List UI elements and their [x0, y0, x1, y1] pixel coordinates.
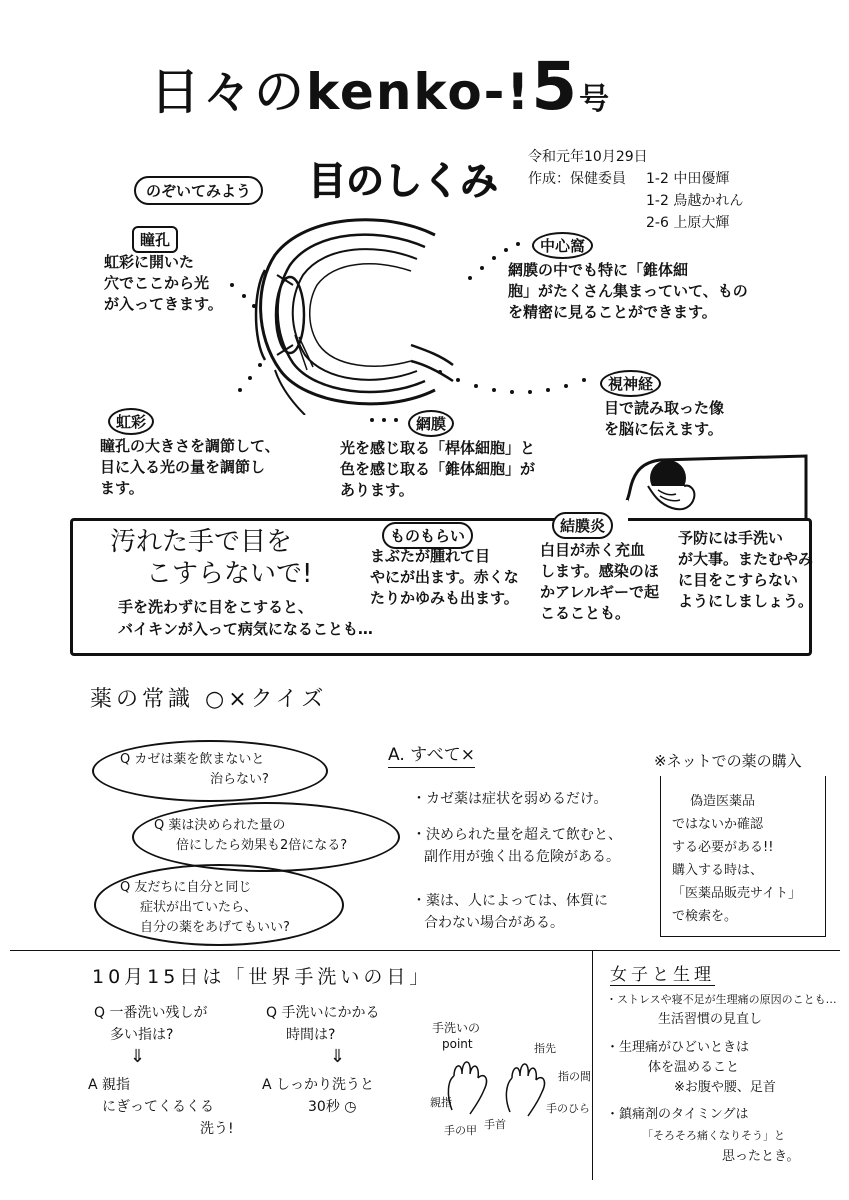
- quiz-question-2: [132, 802, 400, 872]
- author-3: 2-6 上原大輝: [646, 215, 730, 231]
- headline-line-2: こすらないで!: [146, 559, 313, 589]
- point-between-fingers: 指の間: [558, 1070, 591, 1083]
- text-line: ・鎮痛剤のタイミングは: [606, 1107, 749, 1122]
- point-fingertips: 指先: [534, 1042, 556, 1055]
- handwash-title: 10月15日は「世界手洗いの日」: [92, 966, 433, 988]
- text-line: を精密に見ることができます。: [508, 303, 717, 321]
- text-line: 30秒 ◷: [308, 1099, 357, 1115]
- title-english: kenko-!: [306, 63, 532, 121]
- text-line: Q 一番洗い残しが: [94, 1005, 208, 1021]
- girls-health-title: 女子と生理: [610, 960, 715, 986]
- issue-suffix: 号: [579, 82, 612, 117]
- label-pupil: 瞳孔: [132, 226, 178, 253]
- answer-2: [412, 824, 622, 868]
- text-line: ・薬は、人によっては、体質に: [412, 893, 608, 909]
- text-line: 多い指は?: [110, 1027, 174, 1043]
- text-line: 洗う!: [200, 1121, 234, 1137]
- conjunctivitis-description: [540, 540, 659, 624]
- handwash-q1: [94, 1002, 207, 1046]
- handwash-a2: [262, 1074, 374, 1118]
- text-line: 偽造医薬品: [690, 794, 756, 809]
- down-arrow-2: ⇓: [330, 1046, 346, 1067]
- fovea-description: [508, 260, 748, 323]
- quiz-question-3: [94, 864, 344, 946]
- hands-illustration: [440, 1050, 560, 1120]
- section-pill: のぞいてみよう: [134, 176, 263, 205]
- handwash-point-title: [432, 1020, 480, 1052]
- column-divider: [592, 950, 593, 1180]
- text-line: 白目が赤く充血: [540, 541, 646, 559]
- quiz-question-1: [92, 740, 328, 802]
- label-optic-nerve: 視神経: [600, 370, 661, 397]
- text-line: 予防には手洗い: [678, 529, 784, 547]
- text-line: で検索を。: [672, 909, 738, 924]
- text-line: 目に入る光の量を調節し: [100, 458, 266, 476]
- text-line: ます。: [100, 479, 144, 497]
- text-line: が入ってきます。: [104, 295, 223, 313]
- text-line: たりかゆみも出ます。: [370, 589, 519, 607]
- label-retina: 網膜: [408, 410, 454, 437]
- text-line: ・カゼ薬は症状を弱めるだけ。: [412, 791, 608, 807]
- text-line: 網膜の中でも特に「錐体細: [508, 261, 689, 279]
- text-line: 体を温めること: [648, 1060, 740, 1075]
- text-line: 「医薬品販売サイト」: [672, 886, 802, 901]
- label-conjunctivitis: 結膜炎: [552, 512, 613, 539]
- text-line: 購入する時は、: [672, 863, 764, 878]
- authors-label: 作成：保健委員: [528, 171, 626, 187]
- text-line: 手洗いの: [432, 1021, 481, 1035]
- text-line: A しっかり洗うと: [262, 1077, 375, 1093]
- point-back-of-hand: 手の甲: [444, 1124, 477, 1137]
- handwash-q2: [266, 1002, 379, 1046]
- text-line: 時間は?: [286, 1027, 336, 1043]
- text-line: やにが出ます。赤くな: [370, 568, 519, 586]
- girls-item-1: [606, 990, 837, 1030]
- eye-heading: 目のしくみ: [308, 159, 499, 203]
- girls-item-3: [606, 1104, 799, 1167]
- prevention-note: [678, 528, 813, 612]
- medicine-quiz-title: 薬の常識 ○×クイズ: [90, 687, 328, 712]
- text-line: Q 友だちに自分と同じ: [120, 880, 252, 895]
- optic-nerve-description: [604, 398, 724, 440]
- author-2: 1-2 鳥越かれん: [646, 193, 744, 209]
- point-wrist: 手首: [484, 1118, 506, 1131]
- warning-headline: [110, 526, 312, 590]
- text-line: 症状が出ていたら、: [140, 900, 258, 915]
- warning-subtext: [118, 596, 373, 640]
- text-line: にぎってくるくる: [102, 1099, 214, 1115]
- text-line: 副作用が強く出る危険がある。: [424, 849, 620, 865]
- issue-date: 令和元年10月29日: [528, 149, 648, 165]
- answer-1: [412, 788, 607, 810]
- text-line: が大事。またむやみ: [678, 550, 814, 568]
- iris-description: [100, 436, 280, 499]
- answer-3: [412, 890, 608, 934]
- text-line: 虹彩に開いた: [104, 253, 195, 271]
- girls-item-2: [606, 1038, 776, 1098]
- text-line: 「そろそろ痛くなりそう」と: [642, 1129, 785, 1142]
- text-line: 胞」がたくさん集まっていて、もの: [508, 282, 748, 300]
- text-line: を脳に伝えます。: [604, 420, 723, 438]
- text-line: 目で読み取った像: [604, 399, 725, 417]
- sty-description: [370, 546, 519, 609]
- label-fovea: 中心窩: [532, 232, 593, 259]
- author-1: 1-2 中田優輝: [646, 171, 730, 187]
- down-arrow-1: ⇓: [130, 1046, 146, 1067]
- issue-number: 5: [531, 48, 580, 125]
- text-line: 思ったとき。: [722, 1149, 800, 1164]
- text-line: ・決められた量を超えて飲むと、: [412, 827, 622, 843]
- text-line: Q 手洗いにかかる: [266, 1005, 380, 1021]
- text-line: 治らない?: [210, 772, 269, 787]
- text-line: ではないか確認: [672, 817, 764, 832]
- text-line: する必要がある!!: [672, 840, 774, 855]
- text-line: バイキンが入って病気になることも…: [118, 620, 373, 638]
- text-line: 倍にしたら効果も2倍になる?: [176, 838, 348, 853]
- text-line: 瞳孔の大きさを調節して、: [100, 437, 280, 455]
- text-line: ・ストレスや寝不足が生理痛の原因のことも…: [606, 993, 837, 1006]
- answer-title: A. すべて×: [388, 740, 475, 768]
- text-line: あります。: [340, 481, 414, 499]
- handwash-a1: [88, 1074, 234, 1140]
- pupil-description: [104, 252, 223, 315]
- label-sty: ものもらい: [382, 522, 473, 549]
- text-line: 光を感じ取る「桿体細胞」と: [340, 439, 536, 457]
- text-line: 穴でここから光: [104, 274, 210, 292]
- title-japanese: 日々の: [150, 63, 306, 121]
- warning-box-tab: [600, 450, 810, 522]
- text-line: A 親指: [88, 1077, 131, 1093]
- text-line: に目をこすらない: [678, 571, 799, 589]
- text-line: Q 薬は決められた量の: [154, 818, 286, 833]
- text-line: 自分の薬をあげてもいい?: [140, 920, 290, 935]
- section-divider: [10, 950, 840, 951]
- point-palm: 手のひら: [546, 1102, 590, 1115]
- net-purchase-title: ※ネットでの薬の購入: [654, 752, 802, 770]
- headline-line-1: 汚れた手で目を: [110, 527, 293, 557]
- text-line: point: [442, 1037, 473, 1051]
- text-line: ようにしましょう。: [678, 592, 814, 610]
- text-line: ※お腹や腰、足首: [674, 1080, 776, 1095]
- eye-rubbing-icon: [640, 456, 698, 518]
- text-line: まぶたが腫れて目: [370, 547, 491, 565]
- label-iris: 虹彩: [108, 408, 154, 435]
- retina-description: [340, 438, 535, 501]
- text-line: 合わない場合がある。: [424, 915, 564, 931]
- text-line: 色を感じ取る「錐体細胞」が: [340, 460, 536, 478]
- text-line: こることも。: [540, 604, 631, 622]
- text-line: 手を洗わずに目をこすると、: [118, 598, 314, 616]
- text-line: Q カゼは薬を飲まないと: [120, 752, 265, 767]
- point-thumb: 親指: [430, 1096, 452, 1109]
- text-line: ・生理痛がひどいときは: [606, 1040, 750, 1055]
- text-line: 生活習慣の見直し: [658, 1012, 763, 1027]
- text-line: かアレルギーで起: [540, 583, 660, 601]
- net-purchase-text: [672, 790, 801, 928]
- text-line: します。感染のほ: [540, 562, 659, 580]
